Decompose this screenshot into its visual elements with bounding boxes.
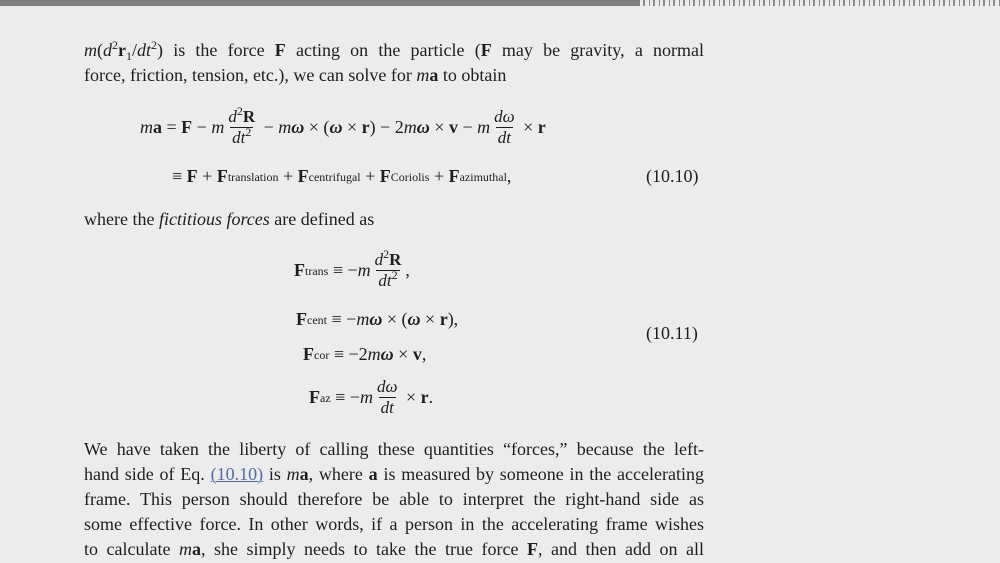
body-line-2: hand side of Eq. (10.10) is ma, where a is measured by someone in the accelerating (84, 464, 704, 484)
equation-link-10-10[interactable]: (10.10) (210, 464, 264, 484)
equation-f-az: F az ≡ − m $\frac{d\omega}{dt}$ × r . (309, 377, 434, 417)
intro-line-1: $m(d^2r_1/dt^2)$ is the force F acting on the particle (F may be gravity, a normal (84, 38, 704, 63)
equation-number-10-11: (10.11) (646, 323, 698, 343)
equation-f-cent: F cent ≡ − m ω × ( ω × r ), (296, 309, 459, 329)
equation-10-10-line2: ≡ F + F translation + F centrifugal + F Coriolis + F azimuthal , (172, 166, 512, 186)
body-line-1: We have taken the liberty of calling these quantities “forces,” because the left- (84, 439, 704, 459)
intro-line-2: force, friction, tension, etc.), we can solve for ma to obtain (84, 65, 507, 85)
fraction-domega-dt: $\frac{d\omega}{dt}$ (494, 107, 515, 147)
equation-f-cor: F cor ≡ −2 m ω × v , (303, 344, 427, 364)
equation-10-10-line1: m a = F − m $\frac{d^2R}{dt^2}$ − m ω × ( ω × r ) − 2 m ω × v − m $\frac{d\omega}{dt}$ × r (140, 104, 546, 147)
body-line-5: to calculate ma, she simply needs to take the true force F, and then add on all (84, 539, 704, 559)
where-line: where the fictitious forces are defined as (84, 209, 375, 229)
fraction-domega-dt-2: $\frac{d\omega}{dt}$ (376, 377, 398, 417)
body-line-4: some effective force. In other words, if a person in the accelerating frame wishes (84, 514, 704, 534)
fraction-d2R-dt2: $\frac{d^2R}{dt^2}$ (228, 104, 256, 147)
fraction-d2R-dt2-2: $\frac{d^2R}{dt^2}$ (374, 247, 402, 290)
top-bar-ticks (640, 0, 1000, 6)
equation-number-10-10: (10.10) (646, 166, 699, 186)
body-line-3: frame. This person should therefore be able to interpret the right-hand side as (84, 489, 704, 509)
equation-f-trans: F trans ≡ − m $\frac{d^2R}{dt^2}$ , (294, 247, 410, 290)
